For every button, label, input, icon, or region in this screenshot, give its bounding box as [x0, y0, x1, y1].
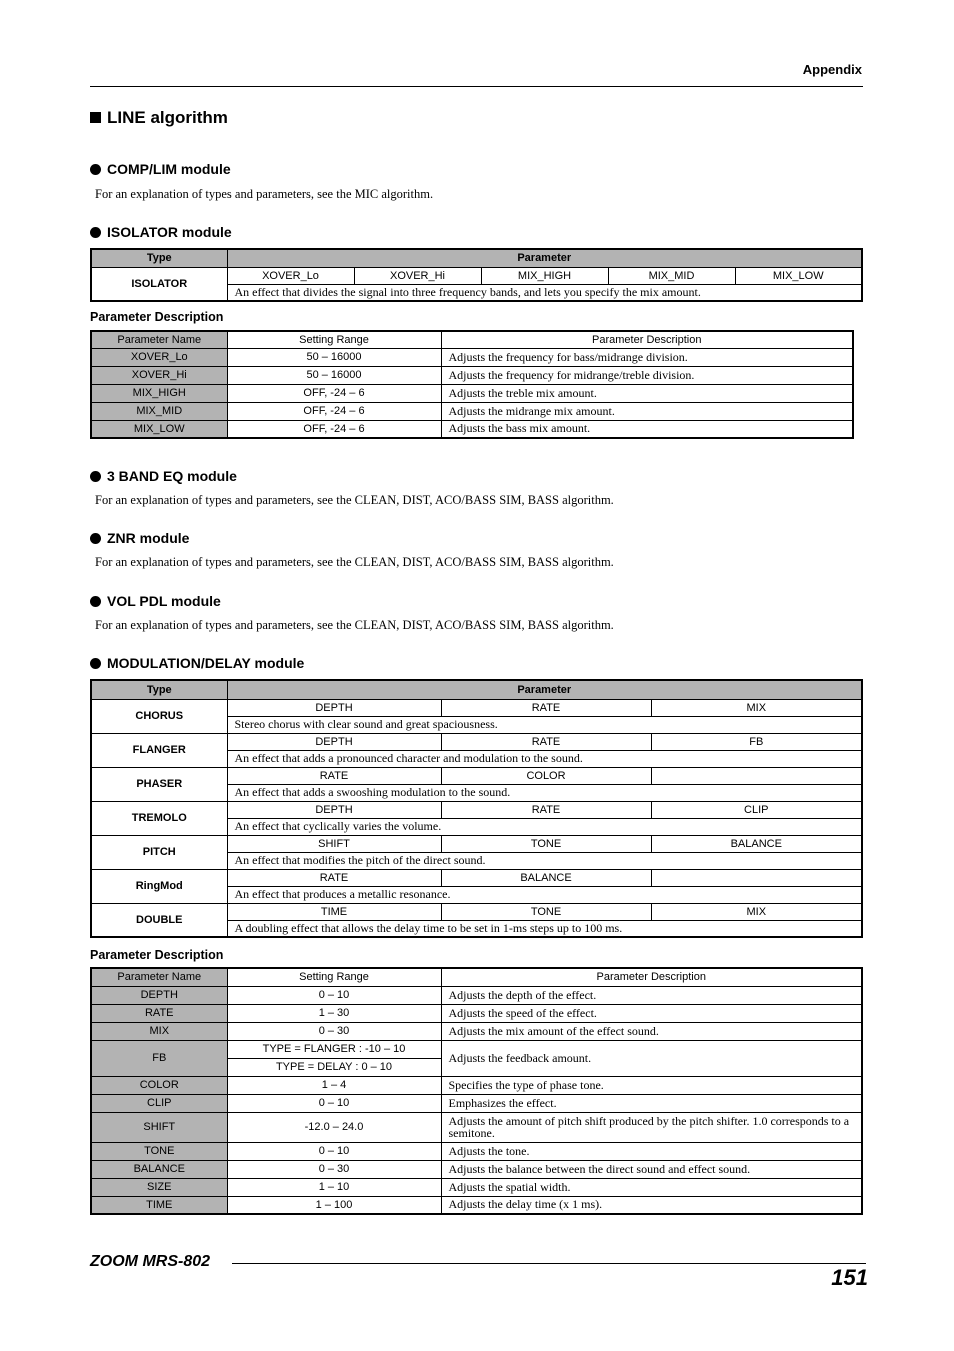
param-cell: TONE — [441, 835, 651, 852]
table-row: XOVER_Lo 50 – 16000 Adjusts the frequency for bass/midrange division. — [91, 348, 853, 366]
isolator-type-table — [90, 248, 863, 302]
param-cell: SHIFT — [227, 835, 441, 852]
param-cell: RATE — [227, 869, 441, 886]
table-row: BALANCE 0 – 30 Adjusts the balance between the direct sound and effect sound. — [91, 1160, 862, 1178]
mod-delay-param-table — [90, 967, 863, 1215]
eq-text: For an explanation of types and parameters, see the CLEAN, DIST, ACO/BASS SIM, BASS algorithm. — [95, 493, 614, 507]
square-bullet-icon — [90, 112, 101, 123]
table-row: TIME 1 – 100 Adjusts the delay time (x 1 ms). — [91, 1196, 862, 1214]
param-cell: MIX — [651, 903, 862, 920]
eq-heading: 3 BAND EQ module — [90, 468, 237, 484]
param-cell: FB — [651, 733, 862, 750]
param-cell: BALANCE — [651, 835, 862, 852]
header-rule — [90, 86, 863, 87]
table-row: MIX_HIGH OFF, -24 – 6 Adjusts the treble mix amount. — [91, 384, 853, 402]
type-cell: PHASER — [91, 767, 227, 801]
mod-delay-type-table — [90, 679, 863, 938]
comp-lim-text: For an explanation of types and parameters, see the MIC algorithm. — [95, 187, 434, 201]
type-cell: DOUBLE — [91, 903, 227, 937]
param-cell: TIME — [227, 903, 441, 920]
param-name-header: Parameter Name — [91, 331, 227, 348]
comp-lim-heading: COMP/LIM module — [90, 161, 231, 177]
param-cell — [651, 869, 862, 886]
parameter-header: Parameter — [227, 680, 862, 699]
table-row: TYPE = DELAY : 0 – 10 — [91, 1058, 862, 1076]
znr-heading: ZNR module — [90, 530, 189, 546]
type-cell: PITCH — [91, 835, 227, 869]
param-cell: BALANCE — [441, 869, 651, 886]
type-cell: RingMod — [91, 869, 227, 903]
table-row: SIZE 1 – 10 Adjusts the spatial width. — [91, 1178, 862, 1196]
znr-text: For an explanation of types and parameters, see the CLEAN, DIST, ACO/BASS SIM, BASS algorithm. — [95, 555, 614, 569]
param-desc-header: Parameter Description — [441, 331, 853, 348]
vol-pdl-heading: VOL PDL module — [90, 593, 221, 609]
param-cell: XOVER_Hi — [354, 267, 481, 284]
table-row: FB TYPE = FLANGER : -10 – 10 Adjusts the feedback amount. — [91, 1040, 862, 1058]
type-description: An effect that modifies the pitch of the direct sound. — [227, 852, 862, 869]
bullet-icon — [90, 471, 101, 482]
mod-delay-heading: MODULATION/DELAY module — [90, 655, 304, 671]
type-cell: CHORUS — [91, 699, 227, 733]
bullet-icon — [90, 596, 101, 607]
param-desc-label: Parameter Description — [90, 310, 224, 324]
param-cell: DEPTH — [227, 733, 441, 750]
param-cell: MIX — [651, 699, 862, 716]
param-desc-header: Parameter Description — [441, 968, 862, 986]
footer-rule — [232, 1263, 866, 1264]
param-cell: DEPTH — [227, 801, 441, 818]
type-header: Type — [91, 249, 227, 267]
param-cell: DEPTH — [227, 699, 441, 716]
bullet-icon — [90, 533, 101, 544]
param-cell: CLIP — [651, 801, 862, 818]
type-cell: FLANGER — [91, 733, 227, 767]
setting-range-header: Setting Range — [227, 331, 441, 348]
table-row: RATE 1 – 30 Adjusts the speed of the effect. — [91, 1004, 862, 1022]
table-row: MIX_LOW OFF, -24 – 6 Adjusts the bass mix amount. — [91, 420, 853, 438]
type-description: An effect that cyclically varies the volume. — [227, 818, 862, 835]
param-cell: RATE — [441, 699, 651, 716]
parameter-header: Parameter — [227, 249, 862, 267]
table-row: XOVER_Hi 50 – 16000 Adjusts the frequency for midrange/treble division. — [91, 366, 853, 384]
param-cell: MIX_MID — [608, 267, 735, 284]
type-description: An effect that adds a pronounced character and modulation to the sound. — [227, 750, 862, 767]
isolator-param-table — [90, 330, 854, 439]
param-name-header: Parameter Name — [91, 968, 227, 986]
param-cell: MIX_LOW — [735, 267, 862, 284]
type-header: Type — [91, 680, 227, 699]
section-title-text: LINE algorithm — [107, 108, 228, 127]
bullet-icon — [90, 227, 101, 238]
page-number: 151 — [831, 1265, 868, 1290]
table-row: TONE 0 – 10 Adjusts the tone. — [91, 1142, 862, 1160]
param-cell: MIX_HIGH — [481, 267, 608, 284]
table-row: DEPTH 0 – 10 Adjusts the depth of the effect. — [91, 986, 862, 1004]
param-cell: RATE — [441, 733, 651, 750]
type-description: An effect that produces a metallic resonance. — [227, 886, 862, 903]
table-row: CLIP 0 – 10 Emphasizes the effect. — [91, 1094, 862, 1112]
param-desc-label: Parameter Description — [90, 948, 224, 962]
param-cell: XOVER_Lo — [227, 267, 354, 284]
setting-range-header: Setting Range — [227, 968, 441, 986]
type-cell: ISOLATOR — [91, 267, 227, 301]
type-cell: TREMOLO — [91, 801, 227, 835]
footer-brand: ZOOM MRS-802 — [90, 1253, 211, 1270]
bullet-icon — [90, 164, 101, 175]
table-row: SHIFT -12.0 – 24.0 Adjusts the amount of pitch shift produced by the pitch shifter. 1.0 corresponds to a semitone. — [91, 1112, 862, 1142]
type-description: Stereo chorus with clear sound and great spaciousness. — [227, 716, 862, 733]
table-row: MIX_MID OFF, -24 – 6 Adjusts the midrange mix amount. — [91, 402, 853, 420]
table-row: COLOR 1 – 4 Specifies the type of phase tone. — [91, 1076, 862, 1094]
param-cell: COLOR — [441, 767, 651, 784]
type-description: An effect that adds a swooshing modulation to the sound. — [227, 784, 862, 801]
section-title — [90, 108, 228, 128]
isolator-heading: ISOLATOR module — [90, 224, 232, 240]
table-row: MIX 0 – 30 Adjusts the mix amount of the effect sound. — [91, 1022, 862, 1040]
bullet-icon — [90, 658, 101, 669]
param-cell — [651, 767, 862, 784]
header-section-label: Appendix — [802, 62, 862, 77]
type-description: An effect that divides the signal into three frequency bands, and lets you specify the mix amount. — [227, 284, 862, 301]
param-cell: RATE — [227, 767, 441, 784]
param-cell: TONE — [441, 903, 651, 920]
vol-pdl-text: For an explanation of types and parameters, see the CLEAN, DIST, ACO/BASS SIM, BASS algorithm. — [95, 618, 614, 632]
param-cell: RATE — [441, 801, 651, 818]
type-description: A doubling effect that allows the delay time to be set in 1-ms steps up to 100 ms. — [227, 920, 862, 937]
